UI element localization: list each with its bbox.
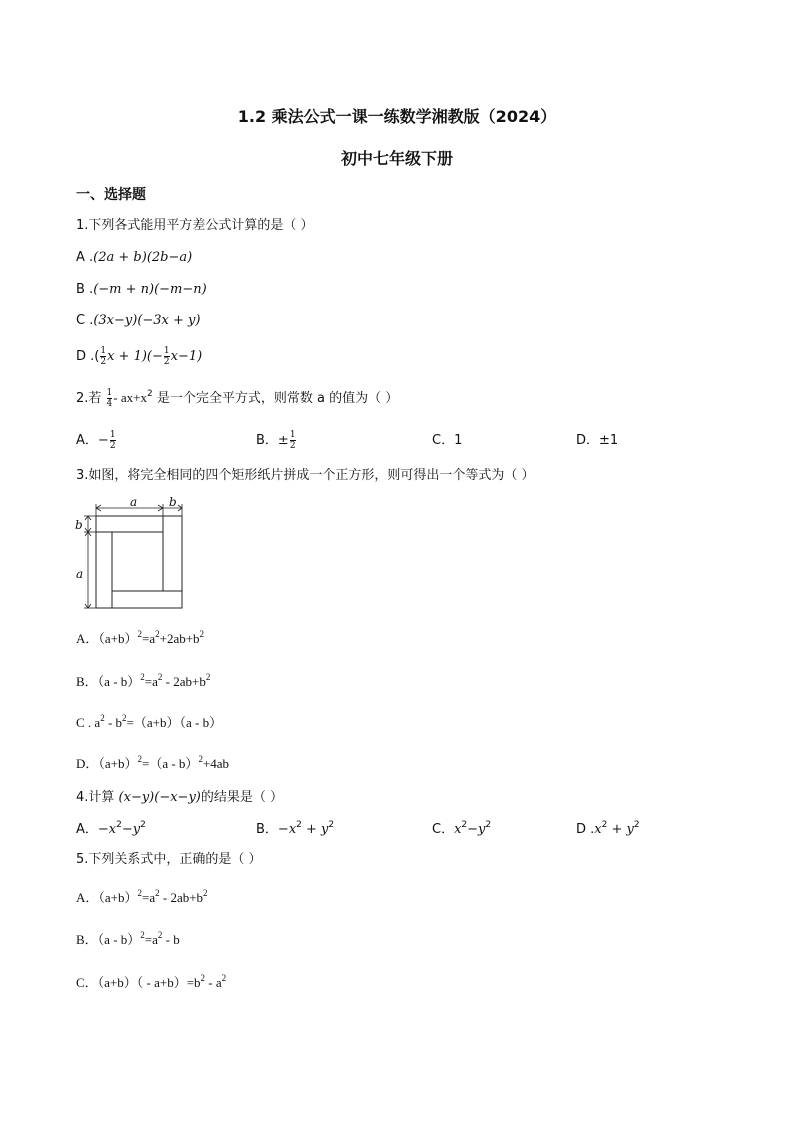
question-4-option-d — [576, 821, 640, 839]
option-label: B． — [256, 822, 278, 837]
superscript: 2 — [157, 930, 163, 940]
question-2-option-b — [256, 429, 297, 453]
superscript: 2 — [100, 713, 105, 723]
question-1-option-d — [76, 345, 202, 369]
option-text: =（a+b）（a - b） — [126, 715, 223, 730]
option-text: B．（a - b） — [76, 674, 141, 689]
option-text: C . a — [76, 715, 101, 730]
fraction-numerator: 1 — [109, 430, 116, 440]
question-1-option-c — [76, 312, 200, 330]
question-5-option-c — [76, 974, 226, 992]
question-2-option-a — [76, 429, 117, 453]
superscript: 2 — [155, 888, 160, 898]
superscript: 2 — [146, 389, 153, 399]
math-expression: −x — [97, 822, 117, 837]
option-label: D . — [576, 822, 595, 837]
math-expression: −y — [121, 822, 141, 837]
fraction — [164, 346, 170, 367]
option-label: A． — [76, 822, 98, 837]
option-text: A．（a+b） — [76, 631, 138, 646]
option-text: +4ab — [202, 756, 230, 771]
question-5-option-a — [76, 889, 208, 907]
option-text: =a — [144, 674, 158, 689]
superscript: 2 — [157, 672, 163, 682]
superscript: 2 — [137, 888, 142, 898]
question-4-stem — [76, 789, 283, 807]
question-3-figure — [72, 496, 192, 612]
fraction-denominator: 2 — [289, 441, 296, 451]
question-3-option-a — [76, 630, 204, 648]
math-expression: - ax+x — [113, 390, 147, 405]
option-text: =a — [142, 631, 156, 646]
option-text: B．（a - b） — [76, 932, 141, 947]
option-text: - 2ab+b — [162, 674, 206, 689]
math-expression: + y — [607, 822, 634, 837]
question-3-stem: 3.如图，将完全相同的四个矩形纸片拼成一个正方形，则可得出一个等式为（ ） — [76, 468, 535, 483]
fraction — [290, 430, 296, 451]
math-expression: ± — [277, 433, 289, 448]
figure-outer-square — [96, 516, 182, 608]
option-text: =a — [142, 890, 156, 905]
option-label: B . — [76, 282, 94, 297]
superscript: 2 — [155, 629, 160, 639]
question-1-option-b — [76, 281, 207, 299]
stem-text: 2.若 — [76, 391, 102, 406]
option-label: A． — [76, 433, 98, 448]
option-text: - 2ab+b — [159, 890, 204, 905]
fraction-numerator: 1 — [289, 430, 296, 440]
math-expression: −y — [467, 822, 486, 837]
question-1-stem: 1.下列各式能用平方差公式计算的是（ ） — [76, 218, 314, 233]
math-expression: (2a + b)(2b−a) — [93, 250, 193, 265]
superscript: 2 — [140, 930, 145, 940]
math-expression: x−1) — [170, 349, 203, 364]
option-text: +2ab+b — [159, 631, 200, 646]
fraction-denominator: 4 — [106, 399, 113, 409]
superscript: 2 — [485, 820, 492, 830]
option-label: C . — [76, 313, 94, 328]
math-expression: + y — [301, 822, 329, 837]
option-label: C． — [432, 822, 455, 837]
math-expression: (x−y)(−x−y) — [118, 790, 201, 805]
option-text: =（a - b） — [142, 756, 199, 771]
question-4-option-b — [256, 821, 334, 839]
superscript: 2 — [137, 629, 142, 639]
superscript: 2 — [116, 820, 122, 830]
option-label: B． — [256, 433, 278, 448]
math-expression: x + 1)(− — [107, 349, 163, 364]
superscript: 2 — [205, 672, 211, 682]
question-3-option-c — [76, 714, 222, 732]
stem-text: 是一个完全平方式，则常数 a 的值为（ ） — [156, 391, 399, 406]
math-expression: x — [454, 822, 462, 837]
section-heading-choice: 一、选择题 — [76, 187, 146, 203]
math-expression: − — [97, 433, 109, 448]
label-b-top: b — [169, 496, 177, 509]
superscript: 2 — [601, 820, 608, 830]
fraction — [107, 388, 113, 409]
superscript: 2 — [199, 629, 205, 639]
superscript: 2 — [633, 820, 640, 830]
superscript: 2 — [296, 820, 302, 830]
fraction-denominator: 2 — [109, 441, 116, 451]
superscript: 2 — [198, 754, 203, 764]
stem-text: 4.计算 — [76, 790, 119, 805]
superscript: 2 — [122, 713, 127, 723]
question-3-option-b — [76, 673, 210, 691]
superscript: 2 — [200, 973, 206, 983]
math-expression: −x — [277, 822, 297, 837]
question-2-option-d: D．±1 — [576, 433, 619, 448]
label-b-left: b — [75, 518, 83, 532]
question-2-stem — [76, 386, 398, 411]
fraction-numerator: 1 — [100, 346, 107, 356]
page-subtitle: 初中七年级下册 — [340, 149, 453, 168]
option-text: - b — [104, 715, 123, 730]
question-5-stem: 5.下列关系式中，正确的是（ ） — [76, 852, 262, 867]
fraction — [110, 430, 116, 451]
superscript: 2 — [461, 820, 468, 830]
math-expression: (3x−y)(−3x + y) — [93, 313, 201, 328]
fraction-numerator: 1 — [106, 388, 113, 398]
option-text: A．（a+b） — [76, 890, 138, 905]
option-text: C．（a+b）（ - a+b）=b — [76, 975, 201, 990]
fraction-denominator: 2 — [163, 357, 170, 367]
option-text: D．（a+b） — [76, 756, 138, 771]
option-label: A . — [76, 250, 94, 265]
question-4-option-a — [76, 821, 146, 839]
question-1-option-a — [76, 249, 192, 267]
option-label: D .( — [76, 349, 100, 364]
fraction-denominator: 2 — [100, 357, 107, 367]
superscript: 2 — [328, 820, 335, 830]
superscript: 2 — [140, 672, 145, 682]
question-4-option-c — [432, 821, 491, 839]
option-text: - b — [162, 932, 180, 947]
question-2-option-c: C．1 — [432, 433, 463, 448]
fraction — [100, 346, 106, 367]
label-a-top: a — [130, 496, 138, 509]
fraction-numerator: 1 — [163, 346, 170, 356]
page-title: 1.2 乘法公式一课一练数学湘教版（2024） — [237, 107, 557, 126]
stem-text: 的结果是（ ） — [200, 790, 284, 805]
label-a-left: a — [76, 567, 84, 581]
superscript: 2 — [221, 973, 227, 983]
option-text: =a — [144, 932, 158, 947]
question-3-option-d — [76, 755, 229, 773]
superscript: 2 — [140, 820, 146, 830]
math-expression: x — [594, 822, 602, 837]
superscript: 2 — [137, 754, 142, 764]
math-expression: (−m + n)(−m−n) — [93, 282, 207, 297]
superscript: 2 — [203, 888, 208, 898]
option-text: - a — [205, 975, 222, 990]
question-5-option-b — [76, 931, 180, 949]
